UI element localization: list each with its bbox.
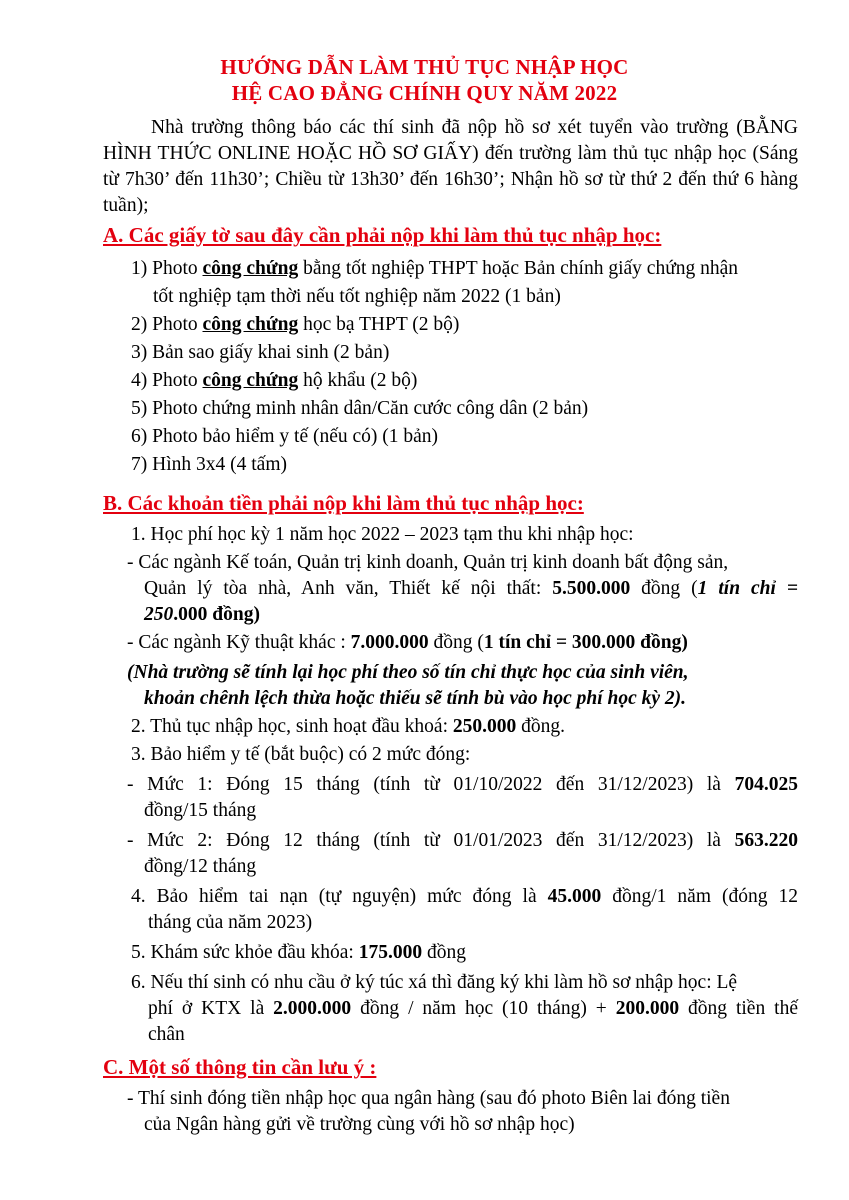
list-item-7 [131,452,287,478]
item-text: Bản sao giấy khai sinh (2 bản) [152,342,390,363]
list-item-4 [131,368,417,394]
item-text: bằng tốt nghiệp THPT hoặc Bản chính giấy chứng nhận [298,258,739,279]
list-item-1 [131,256,738,282]
fee-text: đồng [422,942,466,963]
item-number: 3) [131,342,148,363]
fee-text: phí ở KTX là [148,998,274,1019]
fee-text: đồng. [516,716,565,737]
fee-text: 4. Bảo hiểm tai nạn (tự nguyện) mức đóng là [131,886,548,907]
fee-amount: 45.000 [547,886,602,907]
fee-amount: 563.220 [734,830,798,851]
item-number: 4) [131,370,148,391]
credit-rate-value: 250 [144,604,174,625]
item-number: 7) [131,454,148,475]
fee-amount: 175.000 [358,942,423,963]
fee-amount: 200.000 [615,998,680,1019]
item-number: 1) [131,258,148,279]
list-item-2 [131,312,459,338]
section-b-heading: B. Các khoản tiền phải nộp khi làm thủ tục nhập học: [103,491,584,515]
item-emphasis: công chứng [202,258,299,279]
intro-paragraph: Nhà trường thông báo các thí sinh đã nộp hồ sơ xét tuyển vào trường (BẰNG HÌNH THỨC ONLINE HOẶC HỒ SƠ GIẤY) đến trường làm thủ tục nhập học (Sáng từ 7h30’ đến 11h30’; Chiều từ 13h30’ đến 16h30’; Nhận hồ sơ từ thứ 2 đến thứ 6 hàng tuần); [103,117,798,216]
fee-text: - Mức 1: Đóng 15 tháng (tính từ 01/10/2022 đến 31/12/2023) là [127,774,735,795]
credit-rate-unit: .000 đồng) [173,604,260,625]
fee-item-6-continuation: chân [148,1024,185,1045]
fee-text: đồng ( [428,632,484,653]
list-item-6 [131,424,438,450]
fee-amount: 704.025 [734,774,798,795]
document-title-line2: HỆ CAO ĐẲNG CHÍNH QUY NĂM 2022 [231,81,618,105]
item-text: Photo [152,370,203,391]
note-item-1-line1: - Thí sinh đóng tiền nhập học qua ngân hàng (sau đó photo Biên lai đóng tiền [127,1088,730,1109]
fee-item-3b-unit: đồng/12 tháng [144,856,257,877]
fee-amount: 7.000.000 [350,632,429,653]
item-text: Photo [152,314,203,335]
fee-item-5 [131,940,466,966]
item-text: hộ khẩu (2 bộ) [298,370,418,391]
item-number: 5) [131,398,148,419]
item-text: Hình 3x4 (4 tấm) [152,454,287,475]
fee-item-6-line1: 6. Nếu thí sinh có nhu cầu ở ký túc xá thì đăng ký khi làm hồ sơ nhập học: Lệ [131,972,738,993]
item-text: Photo chứng minh nhân dân/Căn cước công dân (2 bản) [152,398,589,419]
fee-item-1a-line2 [144,576,798,602]
note-item-1-line2: của Ngân hàng gửi về trường cùng với hồ sơ nhập học) [144,1114,575,1135]
fee-text: Quản lý tòa nhà, Anh văn, Thiết kế nội thất: [144,578,553,599]
credit-rate: 1 tín chỉ = 300.000 đồng) [483,632,688,653]
section-c-heading: C. Một số thông tin cần lưu ý : [103,1055,377,1079]
fee-item-3a-unit: đồng/15 tháng [144,800,257,821]
fee-item-6-line2 [148,996,798,1022]
item-text: học bạ THPT (2 bộ) [298,314,460,335]
list-item-1-continuation: tốt nghiệp tạm thời nếu tốt nghiệp năm 2022 (1 bản) [153,286,561,307]
fee-text: đồng / năm học (10 tháng) + [351,998,616,1019]
fee-text: 2. Thủ tục nhập học, sinh hoạt đầu khoá: [131,716,453,737]
fee-amount: 250.000 [452,716,517,737]
fee-text: đồng tiền thế [679,998,798,1019]
fee-item-1b [127,630,688,656]
item-text: Photo [152,258,203,279]
item-emphasis: công chứng [202,370,299,391]
tuition-note-line1: (Nhà trường sẽ tính lại học phí theo số tín chỉ thực học của sinh viên, [127,662,689,683]
list-item-3 [131,340,389,366]
fee-text: - Mức 2: Đóng 12 tháng (tính từ 01/01/2023 đến 31/12/2023) là [127,830,735,851]
fee-item-3b [127,828,798,854]
fee-amount: 5.500.000 [552,578,631,599]
item-text: Photo bảo hiểm y tế (nếu có) (1 bản) [152,426,439,447]
fee-item-2 [131,714,565,740]
item-emphasis: công chứng [202,314,299,335]
fee-text: 5. Khám sức khỏe đầu khóa: [131,942,359,963]
fee-text: - Các ngành Kỹ thuật khác : [127,632,351,653]
section-a-heading: A. Các giấy tờ sau đây cần phải nộp khi làm thủ tục nhập học: [103,223,662,247]
fee-item-1a-line3 [144,602,260,628]
document-title-line1: HƯỚNG DẪN LÀM THỦ TỤC NHẬP HỌC [220,55,629,79]
fee-item-1a-line1: - Các ngành Kế toán, Quản trị kinh doanh, Quản trị kinh doanh bất động sản, [127,552,729,573]
item-number: 6) [131,426,148,447]
fee-text: đồng ( [630,578,698,599]
item-number: 2) [131,314,148,335]
fee-item-1: 1. Học phí học kỳ 1 năm học 2022 – 2023 tạm thu khi nhập học: [131,524,634,545]
list-item-5 [131,396,588,422]
credit-rate: 1 tín chỉ = [697,578,798,599]
fee-item-3: 3. Bảo hiểm y tế (bắt buộc) có 2 mức đóng: [131,744,471,765]
tuition-note-line2: khoản chênh lệch thừa hoặc thiếu sẽ tính bù vào học phí học kỳ 2). [144,688,687,709]
fee-item-3a [127,772,798,798]
fee-item-4 [131,884,798,910]
fee-item-4-continuation: tháng của năm 2023) [148,912,313,933]
fee-amount: 2.000.000 [273,998,352,1019]
fee-text: đồng/1 năm (đóng 12 [601,886,799,907]
